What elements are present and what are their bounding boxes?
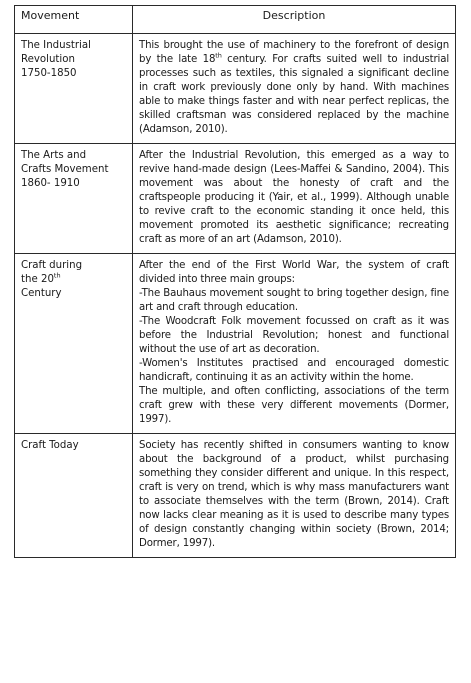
header-row bbox=[15, 6, 456, 34]
movement-cell bbox=[15, 144, 133, 254]
movement-name-text: the 20 bbox=[21, 274, 54, 285]
movement-name-line: The Industrial bbox=[21, 40, 91, 51]
table-row bbox=[15, 34, 456, 144]
movement-period: 1860- 1910 bbox=[21, 178, 80, 189]
movement-cell bbox=[15, 34, 133, 144]
description-outro: The multiple, and often conflicting, associations of the term craft grew with these very different movements (Dormer, 1997). bbox=[139, 386, 449, 425]
description-text: Society has recently shifted in consumers wanting to know about the background of a product, whilst purchasing something they consider different and unique. In this respect, craft is very on trend, which is why mass manufacturers want to associate themselves with the term (Brown, 2014). Craft now lacks clear meaning as it is used to describe many types of design constantly changing within society (Brown, 2014; Dormer, 1997). bbox=[139, 440, 449, 549]
description-cell bbox=[133, 144, 456, 254]
movement-cell bbox=[15, 434, 133, 558]
description-cell bbox=[133, 434, 456, 558]
movement-name-line: Craft Today bbox=[21, 440, 79, 451]
table-row bbox=[15, 144, 456, 254]
description-intro: After the end of the First World War, the system of craft divided into three main groups: bbox=[139, 260, 449, 285]
description-text: After the Industrial Revolution, this emerged as a way to revive hand-made design (Lees-Maffei & Sandino, 2004). This movement was about the honesty of craft and the craftspeople producing it (Yair, et al., 1999). Although unable to revive craft to the economic standing it once held, this movement promoted its aesthetic significance; recreating craft as more of an art (Adamson, 2010). bbox=[139, 150, 449, 245]
description-text: This brought the use of machinery to the forefront of design by the late 18 bbox=[139, 40, 449, 65]
movement-name-line: Crafts Movement bbox=[21, 164, 109, 175]
movement-cell bbox=[15, 254, 133, 434]
column-header-description: Description bbox=[133, 6, 456, 34]
movement-name-line: Revolution bbox=[21, 54, 75, 65]
movement-period: 1750-1850 bbox=[21, 68, 77, 79]
table-header bbox=[15, 6, 456, 34]
description-list-item: -The Woodcraft Folk movement focussed on craft as it was before the Industrial Revolution; honest and functional without the use of art as decoration. bbox=[139, 316, 449, 355]
table-body bbox=[15, 34, 456, 558]
movement-name-line: Craft during bbox=[21, 260, 83, 271]
description-text: century. For crafts suited well to industrial processes such as textiles, this signaled a significant decline in craft work previously done only by hand. With machines able to make things faster and with near perfect replicas, the skilled craftsman was considered replaced by the machine (Adamson, 2010). bbox=[139, 54, 449, 135]
ordinal-suffix: th bbox=[53, 271, 61, 280]
movement-name-line: Century bbox=[21, 288, 62, 299]
description-cell bbox=[133, 254, 456, 434]
table-row bbox=[15, 434, 456, 558]
description-list-item: -Women's Institutes practised and encouraged domestic handicraft, continuing it as an activity within the home. bbox=[139, 358, 449, 383]
ordinal-suffix: th bbox=[215, 51, 222, 60]
table-row bbox=[15, 254, 456, 434]
movement-name-line bbox=[21, 273, 126, 287]
column-header-movement: Movement bbox=[15, 6, 133, 34]
movements-table bbox=[14, 5, 456, 558]
description-list-item: -The Bauhaus movement sought to bring together design, fine art and craft through education. bbox=[139, 288, 449, 313]
description-cell bbox=[133, 34, 456, 144]
movement-name-line: The Arts and bbox=[21, 150, 87, 161]
